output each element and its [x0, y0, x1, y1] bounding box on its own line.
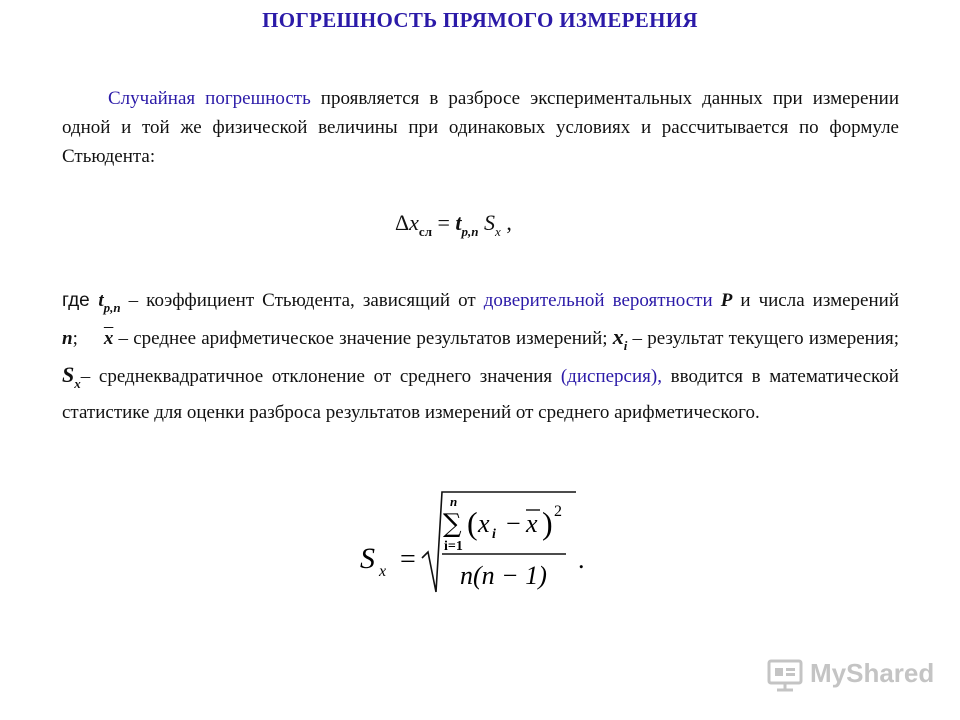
sum-lower-i1: i=1 [444, 539, 463, 554]
confidence-probability-link: доверительной вероятности [483, 290, 713, 311]
var-t: t [455, 210, 462, 235]
sigma-symbol: ∑ [443, 509, 462, 539]
definition-text: – среднеквадратичное отклонение от среднего значения [80, 366, 561, 387]
paragraph-definitions [62, 286, 899, 427]
where-word: где [62, 290, 99, 311]
term-random-error: Случайная погрешность [108, 88, 311, 109]
definition-text: ; [72, 328, 78, 349]
dispersion-term: (дисперсия), [560, 366, 662, 387]
equals: = [432, 210, 456, 235]
paren-left: ( [467, 505, 478, 541]
sub-x: x [495, 224, 501, 239]
Sx-symbol: S [62, 362, 75, 387]
sum-upper-n: n [450, 494, 458, 509]
formula-equals: = [400, 544, 416, 575]
formula-square: 2 [554, 503, 562, 520]
paragraph-text: проявляется в разбросе экспериментальных данных при измерении одной и той же физической величины при одинаковых условиях и рассчитывается по формуле Стьюдента: [62, 88, 899, 167]
sub-pn: p,n [461, 224, 479, 239]
xi-subscript: i [623, 338, 628, 353]
page-title: ПОГРЕШНОСТЬ ПРЯМОГО ИЗМЕРЕНИЯ [262, 8, 698, 32]
P-symbol: P [712, 290, 733, 311]
formula-xi: x [478, 509, 490, 538]
definition-text: и числа измерений [732, 290, 899, 311]
var-S: S [484, 210, 496, 235]
xi-symbol: x [612, 324, 624, 349]
Sx-subscript: x [74, 376, 81, 391]
student-formula [395, 210, 512, 240]
watermark-text: MyShared [810, 658, 935, 688]
t-subscript: p,n [103, 300, 121, 315]
sub-sl: сл [418, 224, 432, 239]
definition-text: – среднее арифметическое значение результатов измерений; [113, 328, 613, 349]
comma: , [506, 210, 512, 235]
definition-text: – коэффициент Стьюдента, зависящий от [120, 290, 484, 311]
std-deviation-formula [360, 488, 600, 598]
formula-dot: . [578, 545, 585, 574]
formula-i: i [492, 527, 496, 542]
watermark [766, 656, 936, 696]
formula-S-sub: x [379, 563, 387, 580]
definition-text: – результат текущего измерения; [627, 328, 900, 349]
formula-S: S [360, 542, 375, 575]
paragraph-random-error [62, 84, 899, 171]
formula-minus: − [506, 509, 521, 538]
paren-right: ) [542, 505, 553, 541]
formula-denominator: n(n − 1) [460, 561, 547, 590]
definition-text: вводится в математической статистике для оценки разброса результатов измерений от среднего арифметического. [62, 366, 899, 423]
xbar-symbol: $\overline{x}$ [103, 328, 114, 349]
formula-xbar: x [526, 509, 538, 538]
delta-symbol: Δ [395, 210, 410, 235]
var-x: x [409, 210, 419, 235]
n-symbol: n [62, 328, 73, 349]
presentation-icon [766, 656, 804, 694]
t-symbol: t [98, 290, 104, 311]
